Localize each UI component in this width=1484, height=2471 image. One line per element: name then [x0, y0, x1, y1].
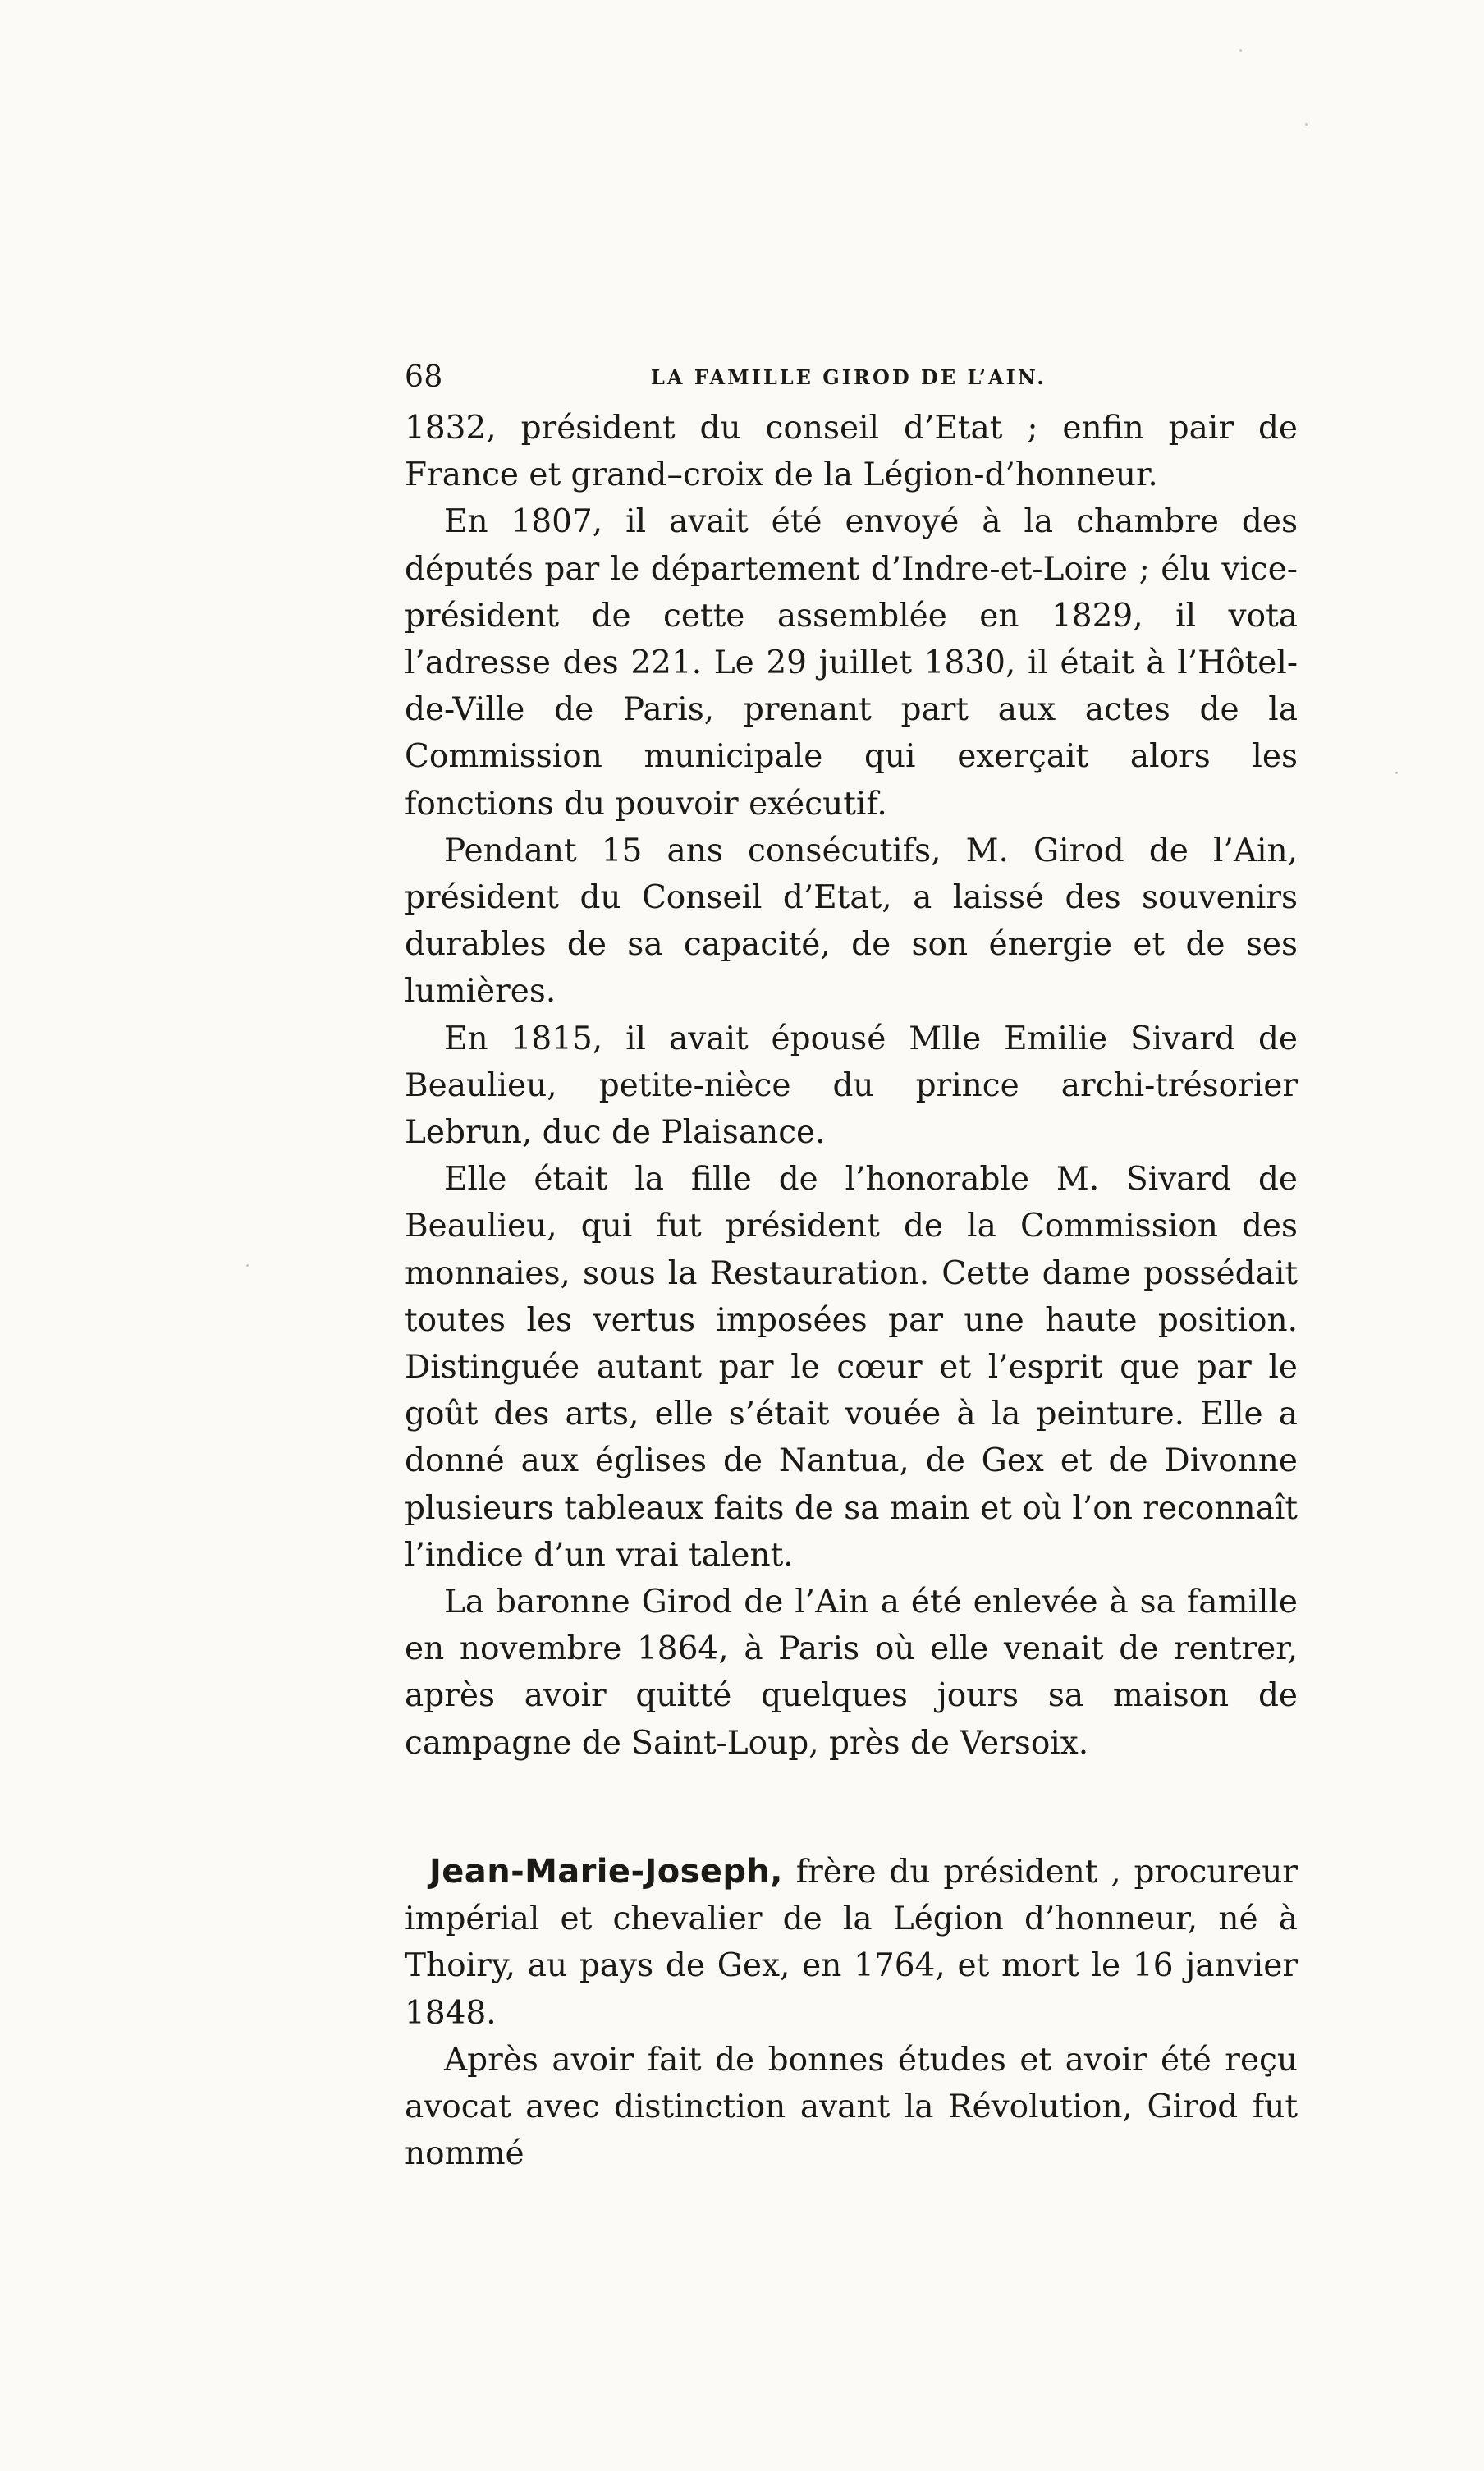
paragraph-continuation: 1832, président du conseil d’Etat ; enfin pair de France et grand–croix de la Légion-d’honneur.	[405, 410, 1298, 494]
page-number: 68	[405, 360, 443, 394]
page-header	[405, 355, 1308, 401]
scan-speck	[246, 1264, 249, 1267]
paragraph-marriage: En 1815, il avait épousé Mlle Emilie Sivard de Beaulieu, petite-nièce du prince archi-trésorier Lebrun, duc de Plaisance.	[405, 1020, 1298, 1152]
paragraph-studies: Après avoir fait de bonnes études et avoir été reçu avocat avec distinction avant la Révolution, Girod fut nommé	[405, 2041, 1298, 2173]
entry-intro-text: frère du président , procureur impérial et chevalier de la Légion d’honneur, né à Thoiry, au pays de Gex, en 1764, et mort le 16 janvier 1848.	[405, 1853, 1298, 2032]
paragraph-death: La baronne Girod de l’Ain a été enlevée à sa famille en novembre 1864, à Paris où elle venait de rentrer, après avoir quitté quelques jours sa maison de campagne de Saint-Loup, près de Versoix.	[405, 1584, 1298, 1762]
scan-speck	[1239, 49, 1242, 52]
section-spacer	[405, 1767, 1298, 1849]
paragraph-council: Pendant 15 ans consécutifs, M. Girod de l’Ain, président du Conseil d’Etat, a laissé des souvenirs durables de sa capacité, de son énergie et de ses lumières.	[405, 832, 1298, 1011]
running-title: LA FAMILLE GIROD DE L’AIN.	[651, 365, 1047, 389]
body-text	[405, 405, 1298, 2177]
scan-speck	[1305, 123, 1308, 126]
scan-speck	[1395, 772, 1398, 774]
entry-name-heading: Jean-Marie-Joseph,	[429, 1852, 783, 1891]
section-entry	[405, 1849, 1298, 2037]
paragraph-chamber: En 1807, il avait été envoyé à la chambre des députés par le département d’Indre-et-Loire ; élu vice-président de cette assemblée en 1829, il vota l’adresse des 221. Le 29 juillet 1830, il était à l’Hôtel-de-Ville de Paris, prenant part aux actes de la Commission municipale qui exerçait alors les fonctions du pouvoir exécutif.	[405, 503, 1298, 823]
paragraph-wife: Elle était la fille de l’honorable M. Sivard de Beaulieu, qui fut président de la Commission des monnaies, sous la Restauration. Cette dame possédait toutes les vertus imposées par une haute position. Distinguée autant par le cœur et l’esprit que par le goût des arts, elle s’était vouée à la peinture. Elle a donné aux églises de Nantua, de Gex et de Divonne plusieurs tableaux faits de sa main et où l’on reconnaît l’indice d’un vrai talent.	[405, 1161, 1298, 1574]
